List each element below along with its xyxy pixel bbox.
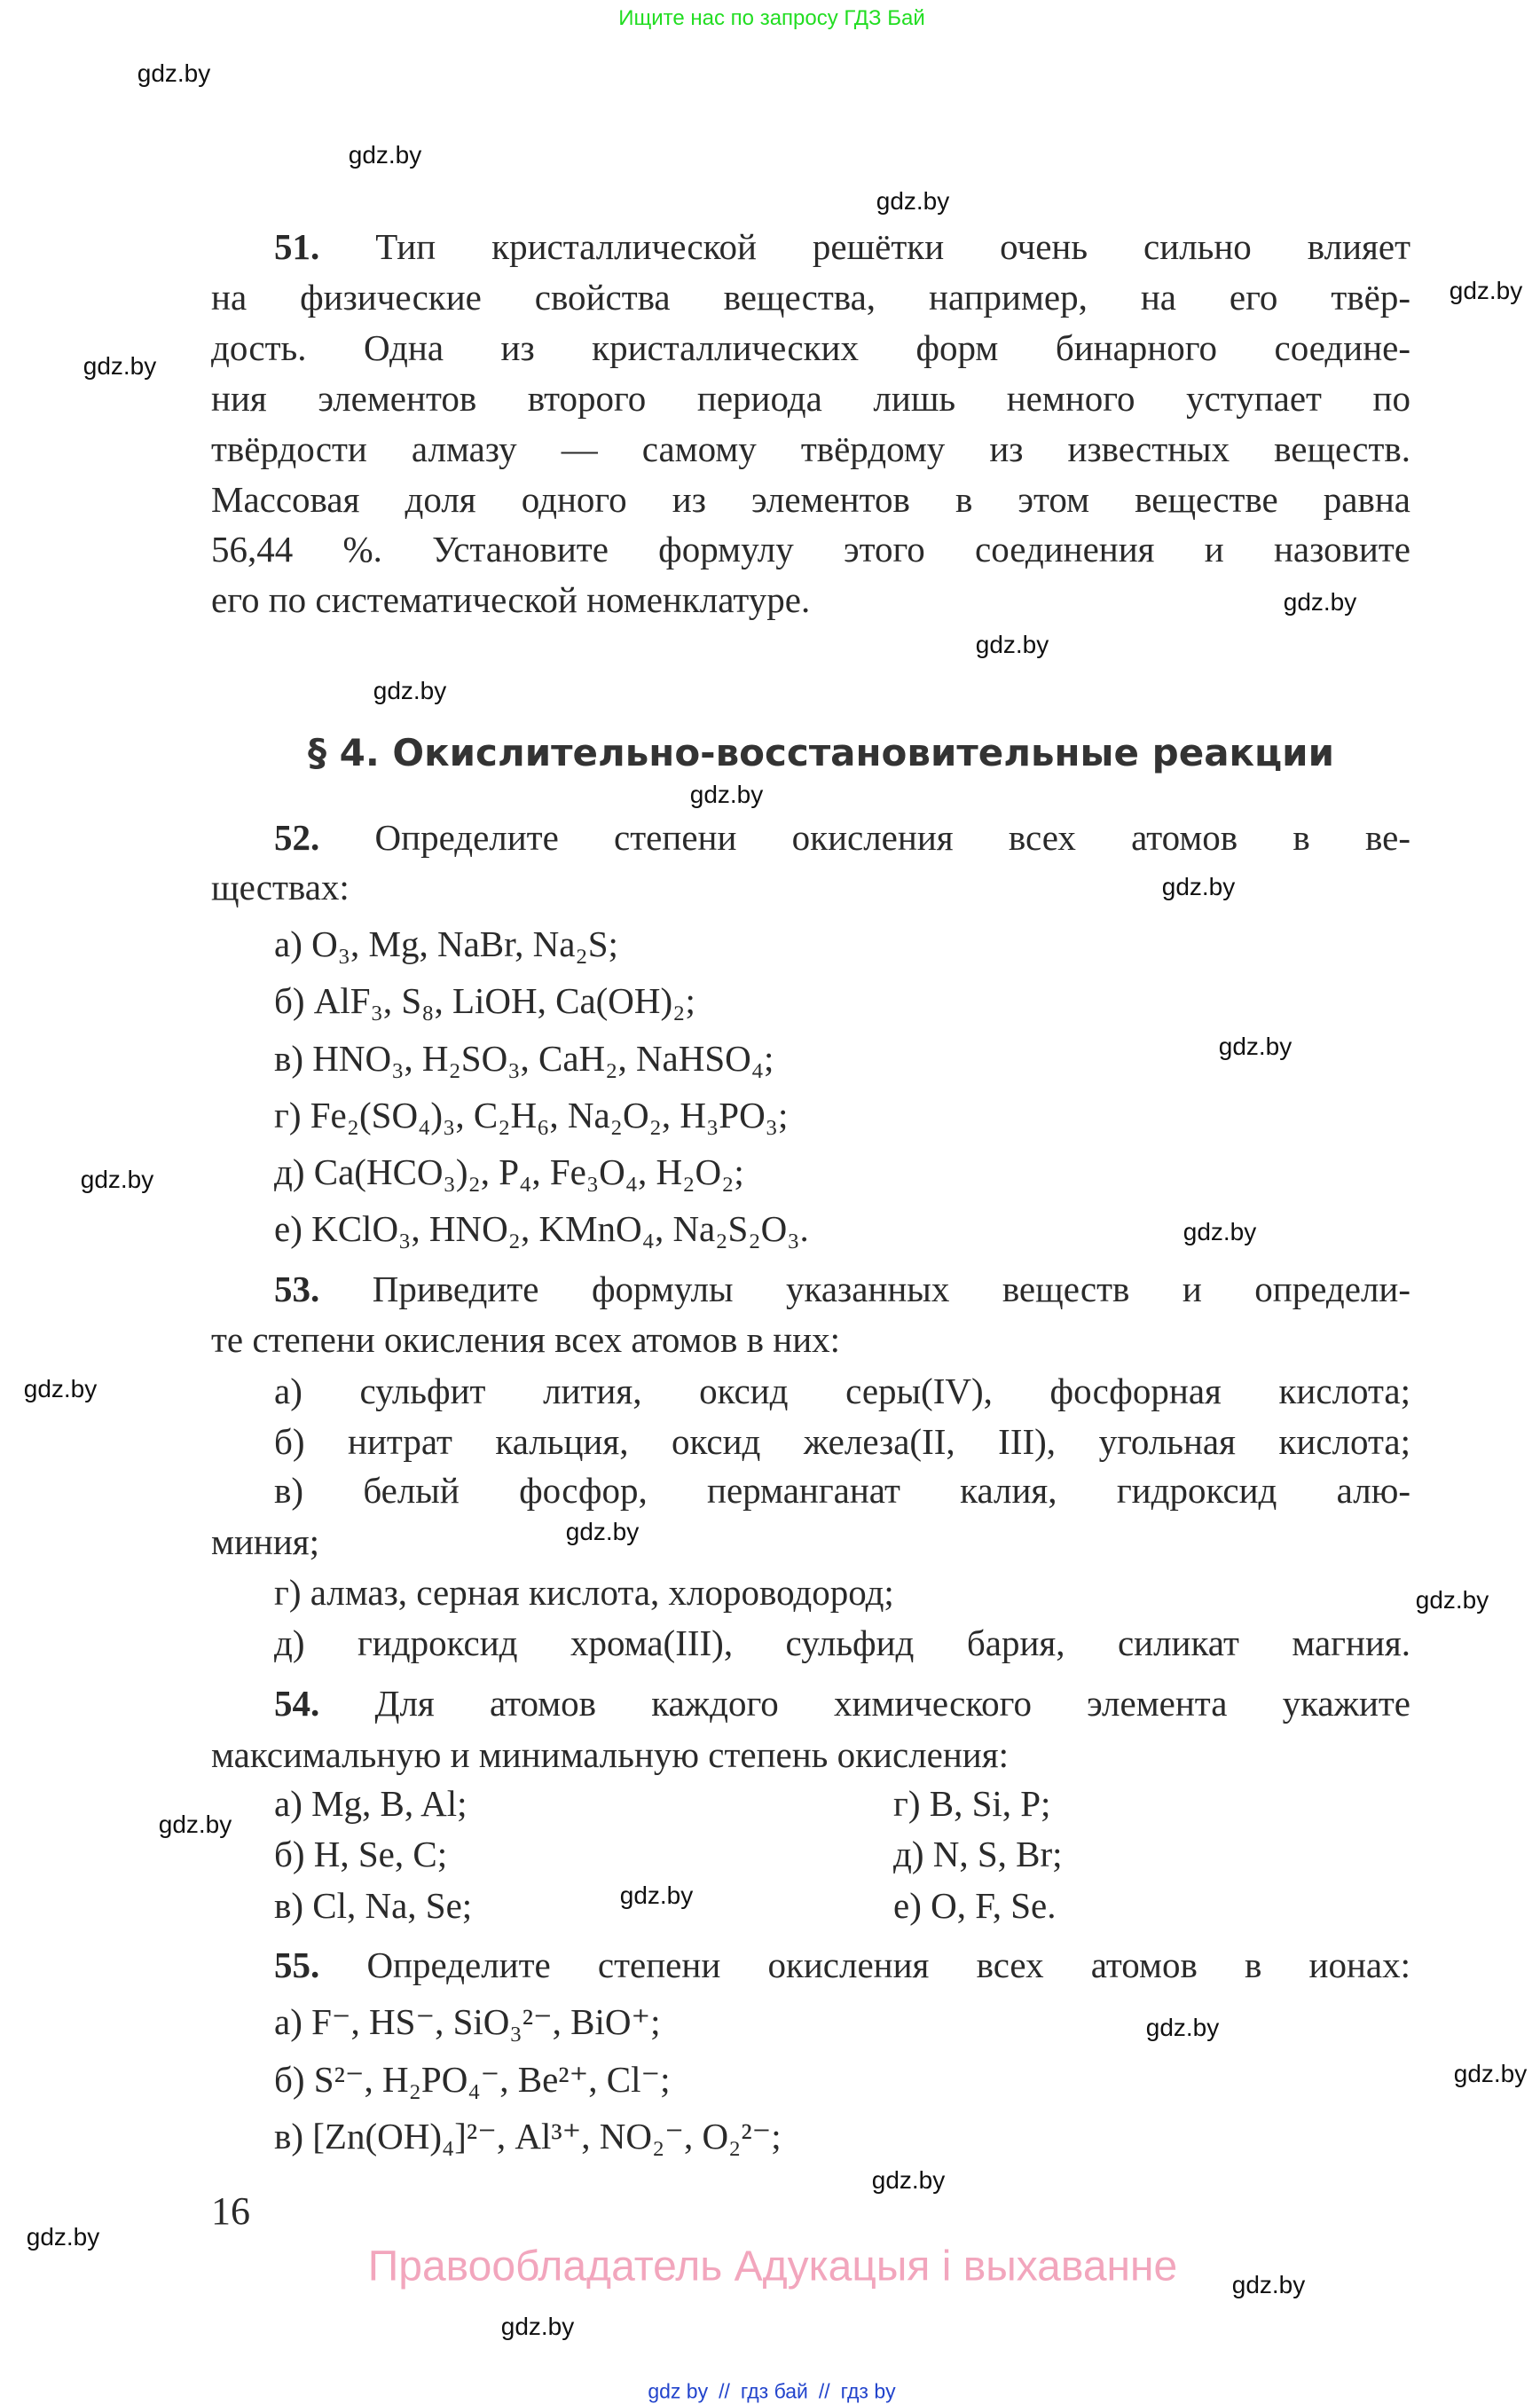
footer-separator: // [719,2379,730,2403]
task53-item: а) сульфит лития, оксид серы(IV), фосфорная кислота; [274,1371,1410,1411]
task53-item: в) белый фосфор, перманганат калия, гидроксид алю- [274,1470,1410,1511]
task51-line: 56,44 %. Установите формулу этого соединения и назовите [211,529,1410,570]
watermark: gdz.by [1161,873,1236,900]
task55-item: а) F⁻, HS⁻, SiO₃²⁻, BiO⁺; [274,2001,661,2042]
watermark: gdz.by [137,59,211,87]
watermark: gdz.by [565,1518,640,1545]
task53-item: миния; [211,1521,320,1562]
task54-item: е) O, F, Se. [893,1885,1057,1926]
watermark: gdz.by [689,781,764,808]
task52-line: 52. Определите степени окисления всех атомов в ве- [274,817,1410,858]
task52-number: 52. [274,817,320,858]
rights-holder-watermark: Правообладатель Адукацыя і выхаванне [367,2243,1178,2290]
footer-link[interactable]: гдз бай [740,2379,808,2403]
task51-line: дость. Одна из кристаллических форм бинарного соедине- [211,327,1410,368]
task51-line: его по систематической номенклатуре. [211,579,811,620]
task52-item: е) KClO₃, HNO₂, KMnO₄, Na₂S₂O₃. [274,1208,809,1249]
watermark: gdz.by [500,2313,575,2340]
task53-item: г) алмаз, серная кислота, хлороводород; [274,1572,894,1613]
watermark: gdz.by [1449,277,1523,304]
watermark: gdz.by [80,1166,154,1193]
watermark: gdz.by [1231,2271,1306,2298]
footer-link[interactable]: gdz by [648,2379,709,2403]
watermark: gdz.by [373,677,447,704]
task53-item: д) гидроксид хрома(III), сульфид бария, силикат магния. [274,1622,1410,1663]
watermark: gdz.by [1453,2060,1528,2087]
watermark: gdz.by [975,631,1049,658]
task52-item: в) HNO₃, H₂SO₃, CaH₂, NaHSO₄; [274,1038,774,1079]
footer-separator: // [818,2379,830,2403]
task55-item: б) S²⁻, H₂PO₄⁻, Be²⁺, Cl⁻; [274,2059,671,2100]
page-number: 16 [211,2189,250,2233]
task51-line: ния элементов второго периода лишь немного уступает по [211,378,1410,419]
watermark: gdz.by [619,1882,694,1909]
task54-number: 54. [274,1683,320,1724]
task54-item: в) Cl, Na, Se; [274,1885,473,1926]
task52-item: д) Ca(HCO₃)₂, P₄, Fe₃O₄, H₂O₂; [274,1151,744,1192]
watermark: gdz.by [23,1375,98,1402]
watermark: gdz.by [1415,1586,1489,1614]
task54-item: б) H, Se, C; [274,1834,448,1874]
task54-item: г) B, Si, P; [893,1783,1051,1824]
watermark: gdz.by [158,1811,232,1838]
task54-line: максимальную и минимальную степень окисления: [211,1734,1009,1775]
task52-item: а) O₃, Mg, NaBr, Na₂S; [274,923,618,964]
task55-number: 55. [274,1944,320,1985]
task53-number: 53. [274,1269,320,1309]
task54-item: д) N, S, Br; [893,1834,1063,1874]
task52-item: б) AlF₃, S₈, LiOH, Ca(OH)₂; [274,980,695,1021]
watermark: gdz.by [348,141,422,169]
watermark: gdz.by [1218,1033,1292,1060]
watermark: gdz.by [876,187,950,215]
task51-line: 51. Тип кристаллической решётки очень сильно влияет [274,226,1410,267]
task51-line: на физические свойства вещества, например, на его твёр- [211,277,1410,318]
task53-line: 53. Приведите формулы указанных веществ и определи- [274,1269,1410,1309]
task54-line: 54. Для атомов каждого химического элемента укажите [274,1683,1410,1724]
watermark: gdz.by [1283,588,1357,616]
section-heading: § 4. Окислительно-восстановительные реакции [308,731,1335,774]
watermark: gdz.by [1182,1218,1257,1245]
task54-item: а) Mg, B, Al; [274,1783,468,1824]
task51-number: 51. [274,226,320,267]
task53-item: б) нитрат кальция, оксид железа(II, III), угольная кислота; [274,1421,1410,1462]
watermark: gdz.by [871,2166,946,2194]
footer-link[interactable]: гдз by [840,2379,896,2403]
task55-line: 55. Определите степени окисления всех атомов в ионах: [274,1944,1410,1985]
search-hint: Ищите нас по запросу ГДЗ Бай [618,6,925,30]
watermark: gdz.by [26,2223,100,2251]
task52-line: ществах: [211,867,350,907]
task53-line: те степени окисления всех атомов в них: [211,1319,841,1360]
task55-item: в) [Zn(OH)₄]²⁻, Al³⁺, NO₂⁻, O₂²⁻; [274,2116,782,2157]
watermark: gdz.by [1145,2014,1220,2041]
watermark: gdz.by [82,352,157,380]
task52-item: г) Fe₂(SO₄)₃, C₂H₆, Na₂O₂, H₃PO₃; [274,1095,789,1135]
task51-line: твёрдости алмазу — самому твёрдому из известных веществ. [211,428,1410,469]
task51-line: Массовая доля одного из элементов в этом веществе равна [211,479,1410,520]
footer-links [642,2380,900,2404]
